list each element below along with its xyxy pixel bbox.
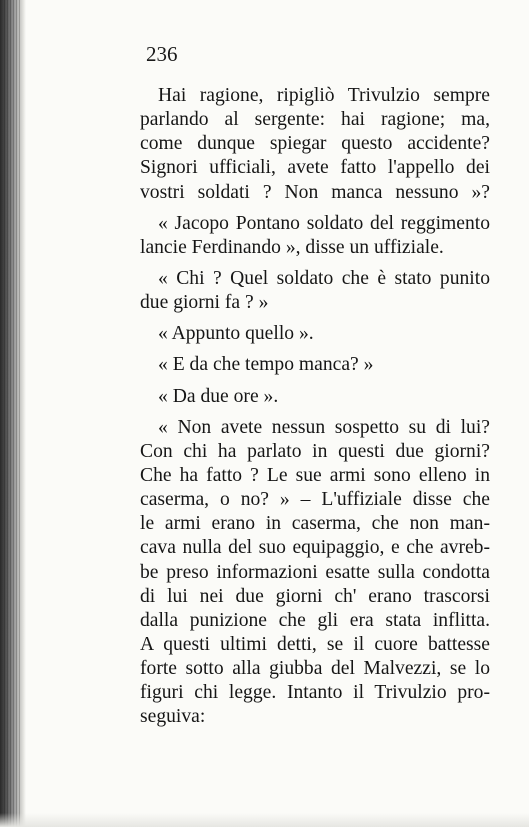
text-line: di lui nei due giorni ch' erano trascorsi [140,585,490,607]
page-shadow [0,813,529,827]
text-line: seguiva: [140,706,206,728]
text-line: « Da due ore ». [158,385,279,407]
text-line: figuri chi legge. Intanto il Trivulzio pro- [140,682,490,704]
text-line: dalla punizione che gli era stata inflitta. [140,609,490,631]
text-line: « Chi ? Quel soldato che è stato punito [158,267,490,289]
text-line: come dunque spiegar questo accidente? [140,133,490,155]
text-line: « Jacopo Pontano soldato del reggimento [158,212,490,234]
text-line: le armi erano in caserma, che non man- [140,513,490,535]
page-number: 236 [146,42,178,66]
text-line: « Appunto quello ». [158,323,314,345]
body-text [140,84,490,730]
text-line: be preso informazioni esatte sulla condotta [140,561,490,583]
text-line: « Non avete nessun sospetto su di lui? [158,416,490,438]
text-line: vostri soldati ? Non manca nessuno »? [140,181,490,203]
text-line: due giorni fa ? » [140,292,269,314]
text-line: caserma, o no? » – L'uffiziale disse che [140,489,490,511]
text-line: Che ha fatto ? Le sue armi sono elleno in [140,464,490,486]
text-line: « E da che tempo manca? » [158,354,374,376]
text-line: Hai ragione, ripigliò Trivulzio sempre [158,85,490,106]
text-line: Signori ufficiali, avete fatto l'appello dei [140,157,490,179]
text-line: Con chi ha parlato in questi due giorni? [140,440,490,462]
text-line: lancie Ferdinando », disse un uffiziale. [140,236,444,258]
book-binding-edge [0,0,26,827]
text-line: cava nulla del suo equipaggio, e che avreb- [140,537,490,559]
text-line: parlando al sergente: hai ragione; ma, [140,109,490,131]
text-line: A questi ultimi detti, se il cuore battesse [140,633,490,655]
text-line: forte sotto alla giubba del Malvezzi, se lo [140,658,490,680]
binding-texture [4,0,22,827]
